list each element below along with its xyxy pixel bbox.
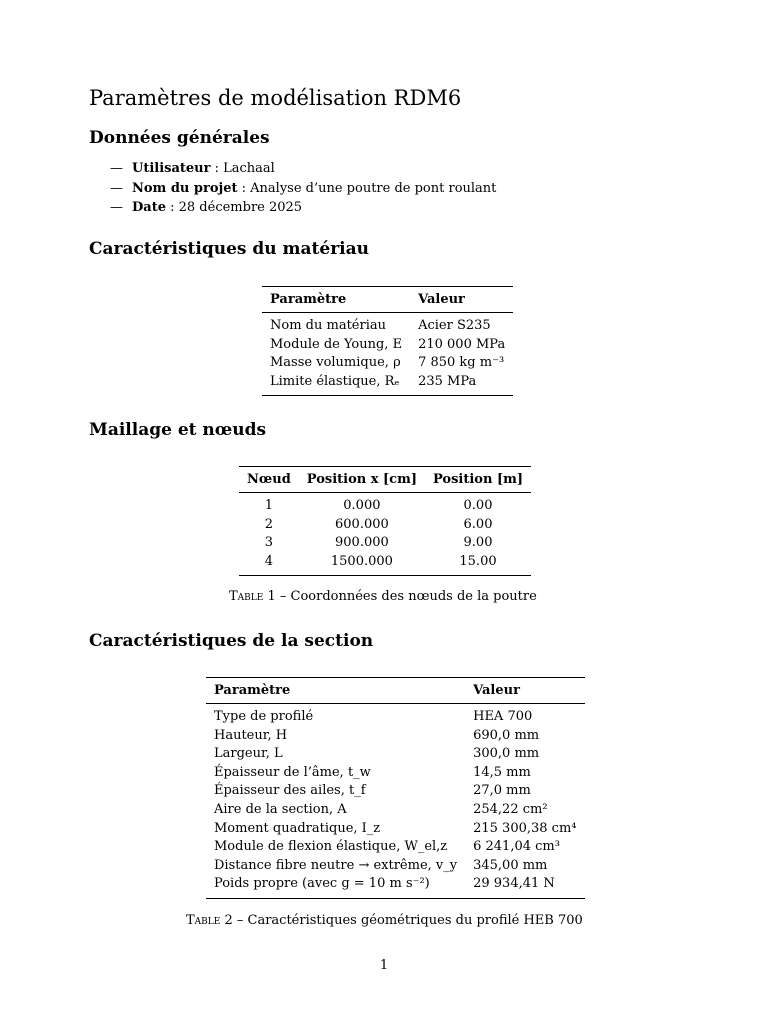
section-table: [206, 677, 585, 899]
table-row: [206, 838, 585, 857]
info-value: : Analyse d’une poutre de pont roulant: [237, 180, 497, 196]
info-label: Date: [132, 200, 166, 215]
cell: 210 000 MPa: [418, 336, 506, 352]
caption-label: Table 1: [229, 589, 276, 604]
mesh-heading: Maillage et nœuds: [89, 420, 267, 440]
table-row: [206, 782, 585, 801]
info-item-project: — Nom du projet : Analyse d’une poutre de pont roulant: [110, 180, 497, 196]
info-value: : 28 décembre 2025: [165, 200, 303, 215]
cell: 6.00: [463, 516, 493, 532]
table-row: [206, 857, 585, 876]
cell: 254,22 cm²: [473, 801, 548, 817]
cell: 7 850 kg m⁻³: [418, 355, 505, 371]
cell: 1: [264, 498, 274, 513]
table-row: [262, 354, 513, 373]
table-header-row: [239, 467, 531, 493]
cell: 345,00 mm: [473, 857, 548, 873]
cell: Masse volumique, ρ: [270, 355, 401, 371]
cell: Largeur, L: [214, 746, 283, 762]
cell: Limite élastique, Rₑ: [270, 373, 400, 389]
table-row: [206, 875, 585, 898]
caption-text: – Coordonnées des nœuds de la poutre: [275, 589, 537, 604]
cell: Type de profilé: [214, 709, 314, 724]
table-row: [206, 801, 585, 820]
table-header-row: [262, 287, 513, 313]
col-header: Position x [cm]: [306, 472, 417, 487]
cell: 3: [264, 535, 274, 551]
table-row: [262, 313, 513, 336]
info-label: Utilisateur: [132, 161, 211, 176]
table-row: [206, 727, 585, 746]
info-value: : Lachaal: [210, 161, 275, 176]
cell: Hauteur, H: [214, 727, 288, 743]
section-heading: Caractéristiques de la section: [89, 631, 374, 651]
cell: HEA 700: [473, 709, 533, 724]
material-table: [262, 286, 513, 396]
table-row: [206, 820, 585, 839]
page-title: Paramètres de modélisation RDM6: [89, 86, 462, 110]
col-header: Valeur: [473, 683, 520, 698]
caption-label: Table 2: [186, 913, 233, 928]
cell: 300,0 mm: [473, 746, 540, 762]
info-label: Nom du projet: [132, 180, 238, 196]
cell: 6 241,04 cm³: [473, 839, 560, 855]
mesh-table: [239, 466, 531, 576]
table-row: [239, 534, 531, 553]
table-1-caption: [229, 589, 537, 604]
material-heading: Caractéristiques du matériau: [89, 239, 370, 259]
cell: 900.000: [335, 535, 389, 551]
table-2-caption: [186, 913, 583, 928]
cell: 0.000: [343, 498, 381, 513]
cell: Épaisseur des ailes, t_f: [214, 783, 366, 799]
cell: Module de flexion élastique, W_el,z: [214, 839, 448, 855]
table-row: [262, 373, 513, 396]
cell: 0.00: [463, 498, 493, 513]
cell: 690,0 mm: [473, 727, 540, 743]
cell: 235 MPa: [418, 373, 477, 389]
table-header-row: [206, 678, 585, 704]
cell: 27,0 mm: [473, 783, 531, 799]
table-row: [206, 745, 585, 764]
cell: 4: [264, 553, 274, 569]
table-row: [206, 764, 585, 783]
cell: Épaisseur de l’âme, t_w: [214, 764, 371, 780]
table-row: [239, 553, 531, 576]
table-row: [239, 493, 531, 516]
cell: 29 934,41 N: [473, 876, 555, 892]
table-row: [239, 516, 531, 535]
cell: Moment quadratique, I_z: [214, 820, 381, 836]
cell: 9.00: [463, 535, 493, 551]
cell: 1500.000: [330, 553, 393, 569]
col-header: Valeur: [418, 292, 465, 307]
caption-text: – Caractéristiques géométriques du profilé HEB 700: [232, 913, 583, 928]
cell: Poids propre (avec g = 10 m s⁻²): [214, 876, 430, 892]
general-heading: Données générales: [89, 128, 270, 148]
col-header: Position [m]: [433, 472, 524, 487]
col-header: Paramètre: [214, 683, 291, 698]
info-item-user: — Utilisateur : Lachaal: [110, 161, 275, 176]
col-header: Nœud: [247, 472, 291, 487]
general-info-list: [110, 159, 496, 218]
cell: Aire de la section, A: [214, 801, 347, 817]
cell: Module de Young, E: [270, 336, 403, 352]
cell: 2: [264, 516, 274, 532]
cell: 215 300,38 cm⁴: [473, 820, 577, 836]
cell: 600.000: [335, 516, 389, 532]
cell: Acier S235: [418, 318, 491, 333]
col-header: Paramètre: [270, 292, 347, 307]
cell: 14,5 mm: [473, 764, 531, 780]
cell: 15.00: [459, 553, 497, 569]
table-row: [206, 704, 585, 727]
table-row: [262, 336, 513, 355]
cell: Distance fibre neutre → extrême, v_y: [214, 857, 458, 873]
cell: Nom du matériau: [270, 318, 386, 333]
info-item-date: — Date : 28 décembre 2025: [110, 200, 303, 215]
page-number: 1: [379, 958, 389, 973]
